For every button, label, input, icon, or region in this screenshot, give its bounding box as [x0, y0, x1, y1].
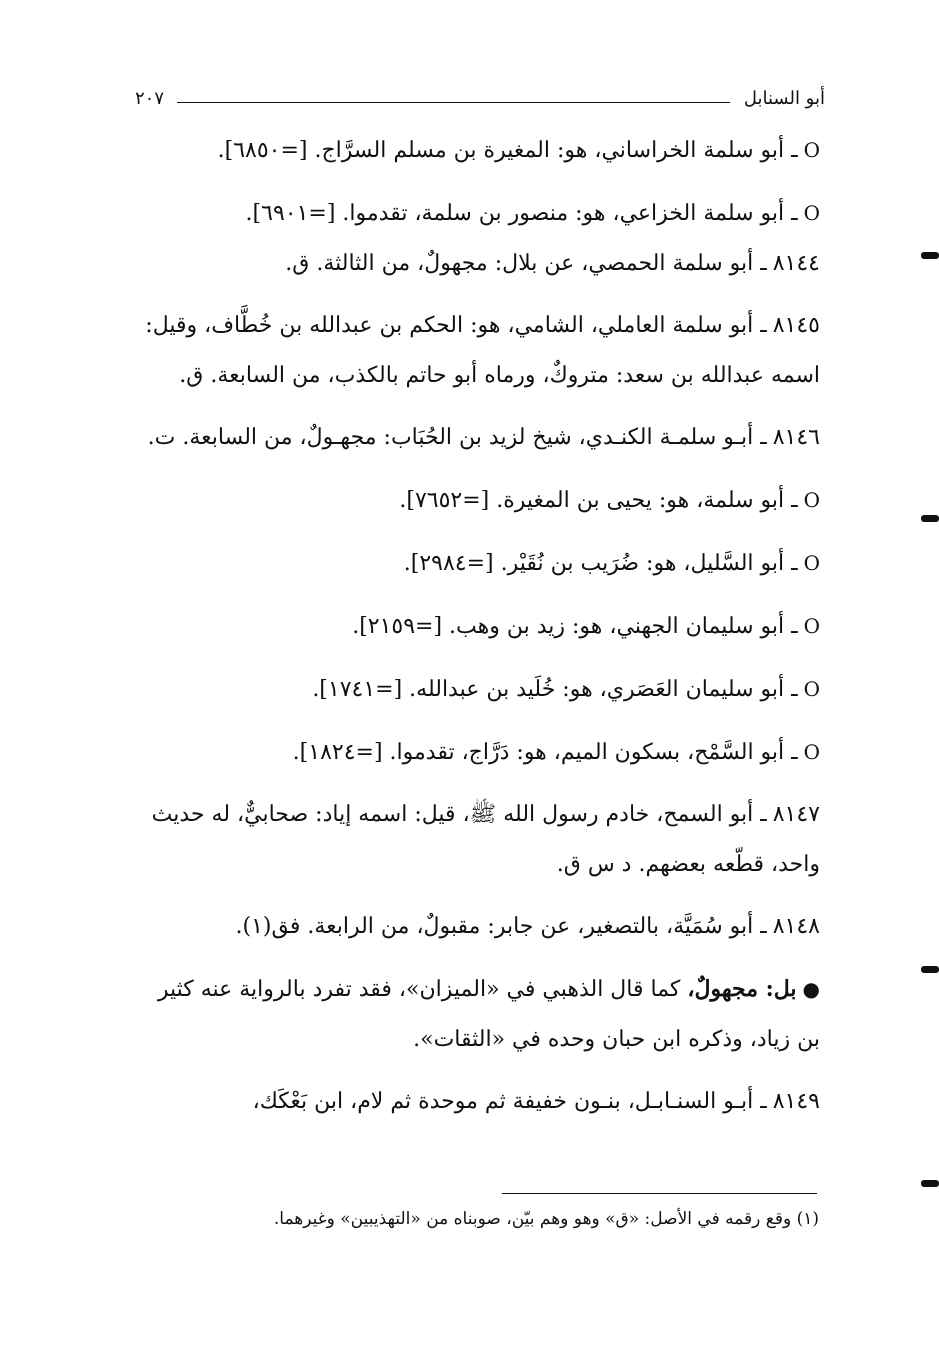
- margin-edge-mark: [921, 515, 939, 522]
- entry-number: ٨١٤٨: [772, 914, 820, 939]
- entry-reference: [130, 125, 820, 176]
- entry-text: ـ أبو السَّمْح، بسكون الميم، هو: دَرَّاج، تقدموا. [=١٨٢٤].: [292, 740, 798, 765]
- entry-biography: [130, 1077, 820, 1127]
- entry-text: ـ أبو سليمان العَصَري، هو: خُلَيد بن عبدالله. [=١٧٤١].: [312, 677, 798, 702]
- footnote-rule: [502, 1193, 817, 1194]
- entry-text: ـ أبو سلمة الحمصي، عن بلال: مجهولٌ، من الثالثة. ق.: [285, 251, 767, 276]
- footnote: (١) وقع رقمه في الأصل: «ق» وهو وهم بيّن، صوبناه من «التهذيبين» وغيرهما.: [273, 1209, 819, 1229]
- entry-number: ٨١٤٥: [772, 313, 820, 338]
- reference-marker: O: [803, 201, 820, 225]
- entry-text: ـ أبو سُمَيَّة، بالتصغير، عن جابر: مقبولٌ، من الرابعة. فق(١).: [235, 914, 767, 939]
- page-number: ٢٠٧: [135, 88, 165, 109]
- entry-number: ٨١٤٧: [772, 802, 820, 827]
- entry-text: ـ أبو السَّليل، هو: ضُرَيب بن نُقَيْر. [=٢٩٨٤].: [403, 551, 798, 576]
- entry-text: ـ أبو سلمة الخراساني، هو: المغيرة بن مسلم السرَّاج. [=٦٨٥٠].: [217, 138, 798, 163]
- running-title: أبو السنابل: [743, 88, 825, 109]
- reference-marker: O: [803, 551, 820, 575]
- entry-reference: [130, 538, 820, 589]
- entry-reference: [130, 475, 820, 526]
- entry-number: ٨١٤٤: [772, 251, 820, 276]
- margin-edge-mark: [921, 1180, 939, 1187]
- entry-reference: [130, 601, 820, 652]
- entry-text: كما قال الذهبي في «الميزان»، فقد تفرد بالرواية عنه كثير بن زياد، وذكره ابن حبان وحده في «الثقات».: [157, 977, 820, 1052]
- editor-note: [130, 964, 820, 1065]
- reference-marker: O: [803, 740, 820, 764]
- bullet-icon: ●: [802, 977, 820, 1001]
- entry-text: ـ أبو سلمة، هو: يحيى بن المغيرة. [=٧٦٥٢].: [399, 488, 798, 513]
- entry-text: ـ أبو سليمان الجهني، هو: زيد بن وهب. [=٢١٥٩].: [352, 614, 798, 639]
- entry-text: ـ أبـو السنـابـل، بنـون خفيفة ثم موحدة ثم لام، ابن بَعْكَك،: [252, 1089, 767, 1114]
- entry-text: ـ أبـو سلمـة الكنـدي، شيخ لزيد بن الحُبَاب: مجهـولٌ، من السابعة. ت.: [147, 425, 767, 450]
- reference-marker: O: [803, 677, 820, 701]
- entry-biography: [130, 413, 820, 463]
- entry-reference: [130, 188, 820, 239]
- entry-text: ـ أبو سلمة الخزاعي، هو: منصور بن سلمة، تقدموا. [=٦٩٠١].: [245, 201, 798, 226]
- entry-reference: [130, 727, 820, 778]
- entry-reference: [130, 664, 820, 715]
- page-header: [135, 88, 825, 112]
- entry-text: ـ أبو السمح، خادم رسول الله ﷺ، قيل: اسمه إياد: صحابيٌّ، له حديث واحد، قطّعه بعضهم. د س ق.: [151, 802, 820, 877]
- entry-biography: [130, 902, 820, 952]
- entry-number: ٨١٤٦: [772, 425, 820, 450]
- note-lead: بل: مجهولٌ،: [687, 976, 797, 1002]
- entry-biography: [130, 301, 820, 401]
- reference-marker: O: [803, 614, 820, 638]
- margin-edge-mark: [921, 966, 939, 973]
- reference-marker: O: [803, 138, 820, 162]
- entry-biography: [130, 239, 820, 289]
- entry-number: ٨١٤٩: [772, 1089, 820, 1114]
- margin-edge-mark: [921, 252, 939, 259]
- reference-marker: O: [803, 488, 820, 512]
- entry-biography: [130, 790, 820, 890]
- entry-text: ـ أبو سلمة العاملي، الشامي، هو: الحكم بن عبدالله بن خُطَّاف، وقيل: اسمه عبدالله بن سعد: متروكٌ، ورماه أبو حاتم بالكذب، من السابعة. ق.: [145, 313, 820, 388]
- header-rule: [177, 102, 730, 103]
- page-body: [130, 125, 820, 1139]
